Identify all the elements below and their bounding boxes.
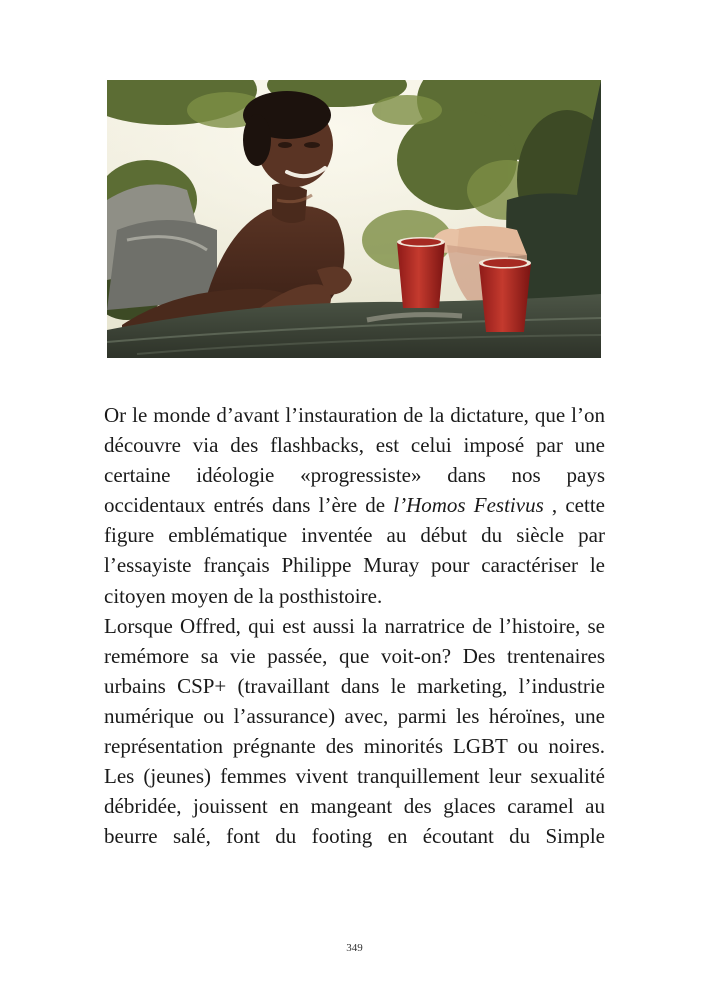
paragraph-1-italic-term: l’Homos Festivus bbox=[393, 493, 544, 518]
paragraph-2: Lorsque Offred, qui est aussi la narratrice de l’histoire, se remémore sa vie passée, que voit-on? Des trentenaires urbains CSP+ (travaillant dans le marketing, l’industrie numérique ou l’assurance) avec, parmi les héroïnes, une représentation prégnante des minorités LGBT ou noires. Les (jeunes) femmes vivent tranquillement leur sexualité débridée, jouissent en mangeant des glaces caramel au beurre salé, font du footing en écoutant du Simple bbox=[104, 613, 605, 849]
photo-two-women-picnic-table-red-cups-icon bbox=[107, 80, 601, 358]
page-number: 349 bbox=[346, 942, 363, 954]
paragraph-1-text-b: , cette figure emblématique inventée au début du siècle par l’essayiste français Philippe Muray pour caractériser le citoyen moyen de la posthistoire. bbox=[104, 493, 605, 608]
body-text bbox=[104, 400, 605, 851]
paragraph-1 bbox=[104, 400, 605, 611]
red-cup-left bbox=[397, 237, 445, 308]
red-cup-right bbox=[479, 258, 531, 333]
illustration-photo bbox=[107, 80, 601, 358]
paragraph-1-text-a: Or le monde d’avant l’instauration de la dictature, que l’on découvre via des flashbacks, est celui imposé par une certaine idéologie «progressiste» dans nos pays occidentaux entrés dans l’ère de bbox=[104, 403, 605, 518]
